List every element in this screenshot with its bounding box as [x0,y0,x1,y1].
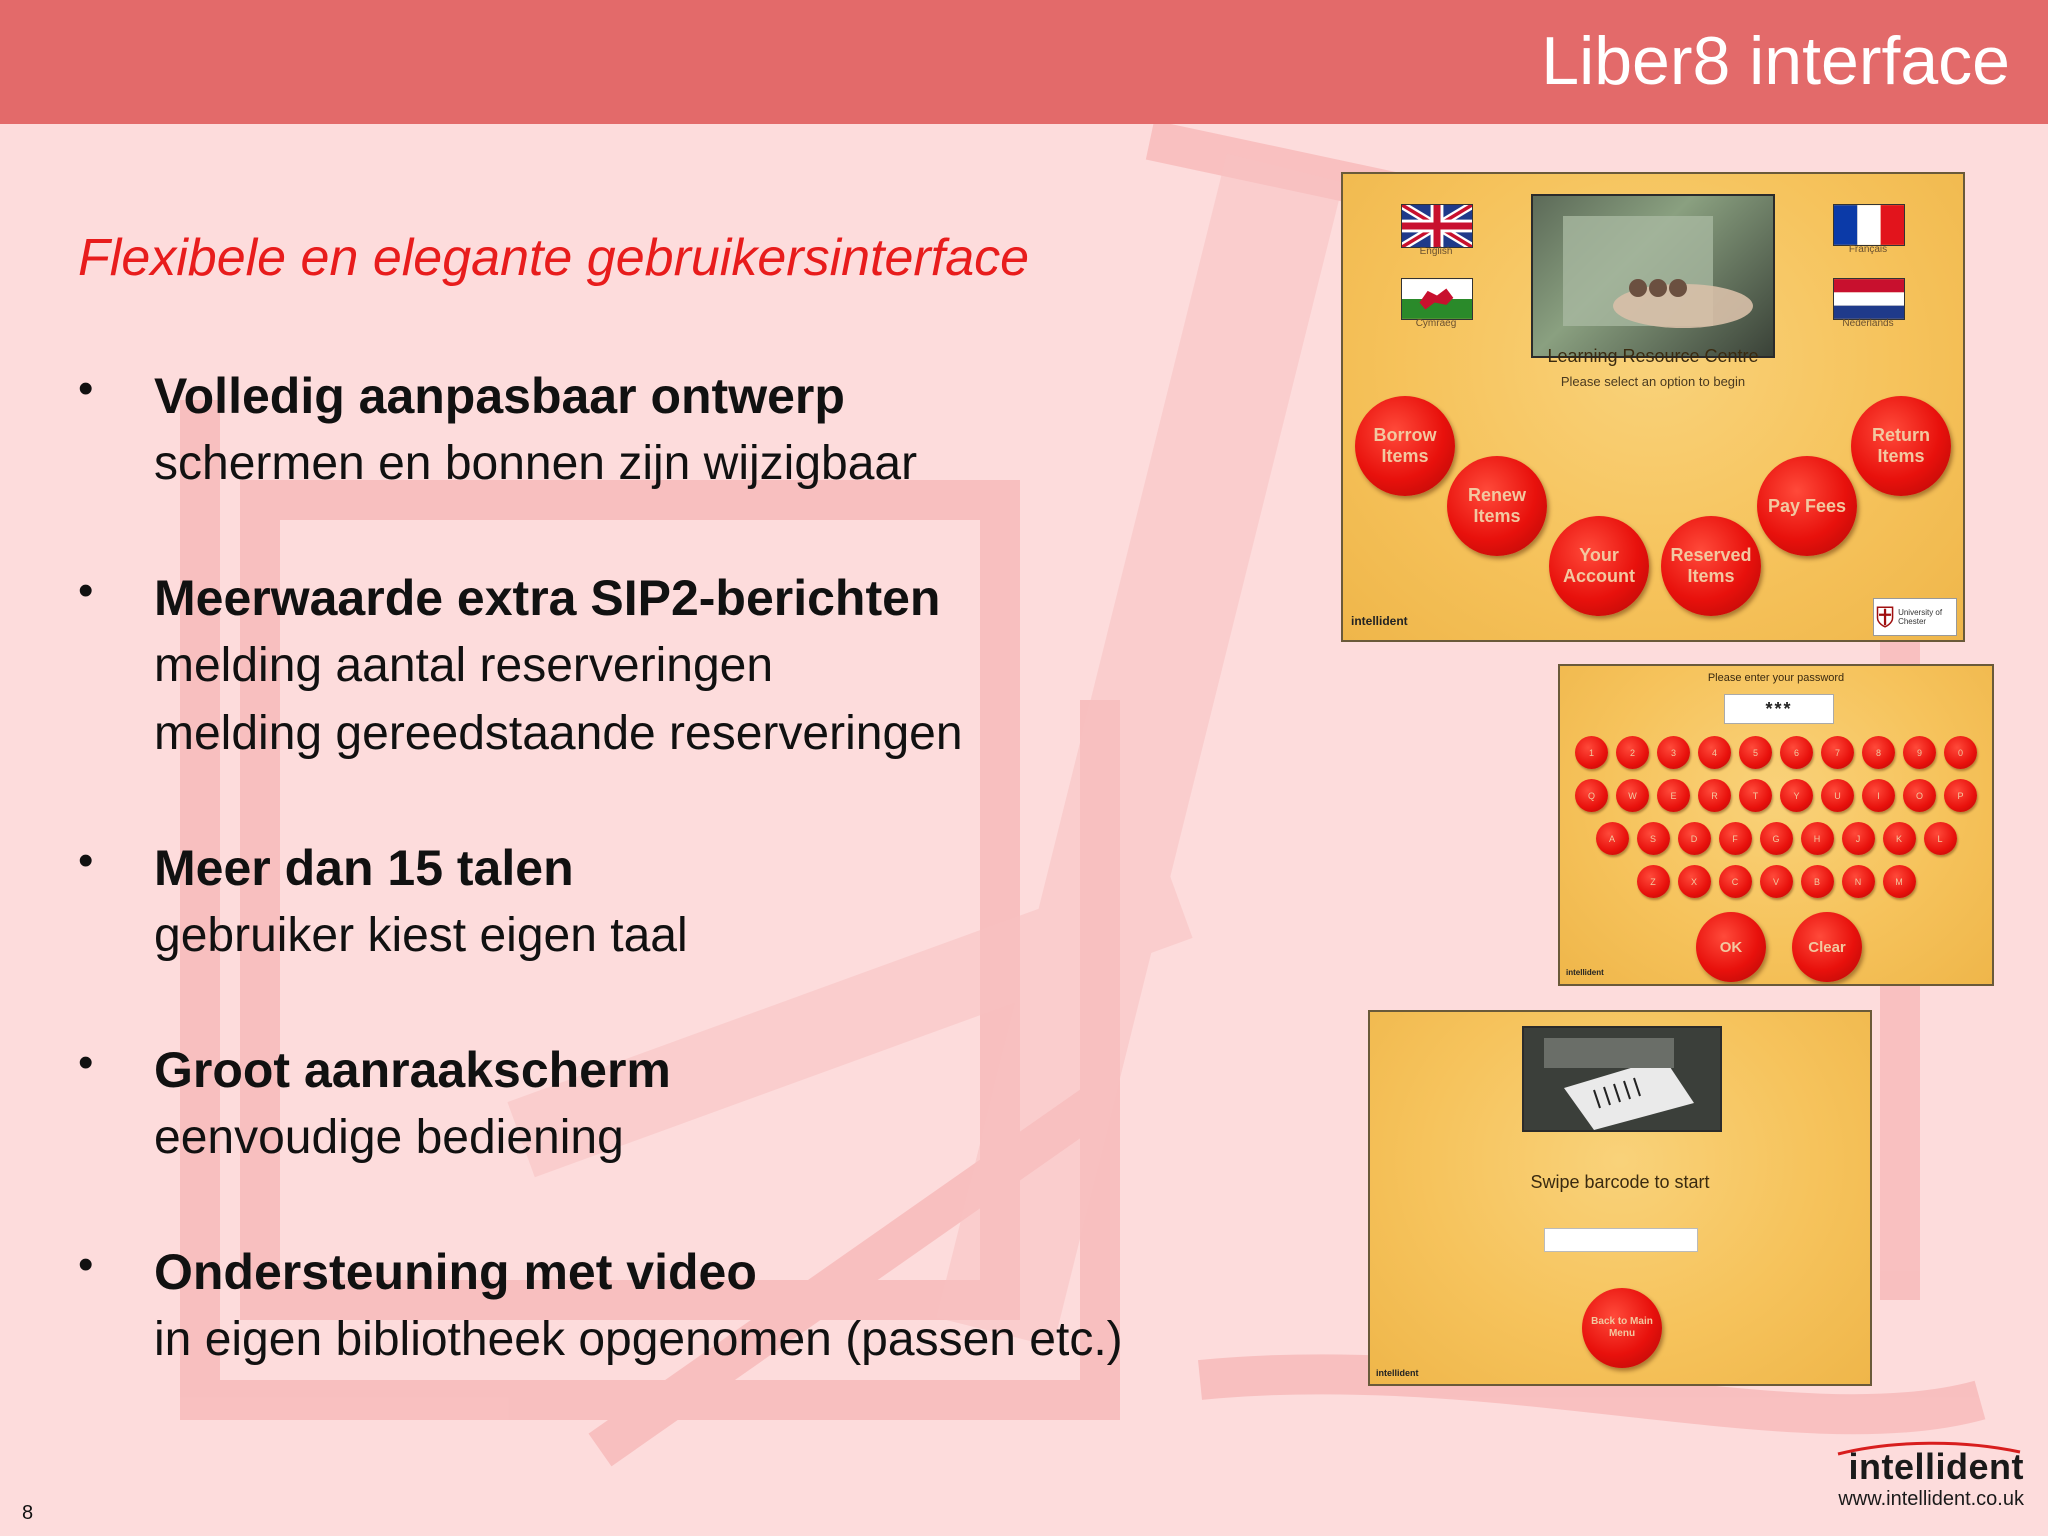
keypad-key[interactable]: R [1698,779,1731,812]
bullet-dot-icon: • [78,566,94,615]
language-label-dutch: Nederlands [1842,318,1894,329]
university-name: University of Chester [1898,608,1943,626]
keypad-key[interactable]: Z [1637,865,1670,898]
keypad-row-3 [1560,822,1992,855]
header-bar [0,0,2048,124]
keypad-key[interactable]: Y [1780,779,1813,812]
menu-instruction: Please select an option to begin [1560,374,1746,389]
bullet-heading: Volledig aanpasbaar ontwerp [154,368,845,424]
wales-flag-icon [1401,278,1473,320]
language-label-english: English [1419,246,1453,257]
keypad-key[interactable]: 8 [1862,736,1895,769]
borrow-items-button[interactable]: Borrow Items [1355,396,1455,496]
university-logo [1873,598,1957,636]
keypad-key[interactable]: I [1862,779,1895,812]
keypad-key[interactable]: V [1760,865,1793,898]
language-label-welsh: Cymraeg [1415,318,1457,329]
return-items-button[interactable]: Return Items [1851,396,1951,496]
bullet-detail: in eigen bibliotheek opgenomen (passen etc.) [154,1313,1123,1366]
keypad-key[interactable]: G [1760,822,1793,855]
instruction-video [1531,194,1775,358]
back-to-main-menu-button[interactable]: Back to Main Menu [1582,1288,1662,1368]
keypad-key[interactable]: 6 [1780,736,1813,769]
clear-button[interactable]: Clear [1792,912,1862,982]
menu-screenshot [1341,172,1965,642]
bullet-heading: Groot aanraakscherm [154,1042,671,1098]
reserved-items-button[interactable]: Reserved Items [1661,516,1761,616]
bullet-dot-icon: • [78,836,94,885]
password-prompt: Please enter your password [1707,672,1845,684]
bullet-heading: Ondersteuning met video [154,1244,757,1300]
bullet-item [78,834,1318,970]
keypad-key[interactable]: P [1944,779,1977,812]
keypad-key[interactable]: K [1883,822,1916,855]
crest-icon [1876,602,1894,632]
intellident-mini-logo: intellident [1566,968,1604,977]
menu-title: Learning Resource Centre [1547,346,1759,366]
keypad-row-1 [1560,736,1992,769]
bullet-detail: melding aantal reserveringen [154,639,774,692]
bullet-list [78,362,1318,1440]
bullet-dot-icon: • [78,1038,94,1087]
bullet-detail: gebruiker kiest eigen taal [154,909,688,962]
video-still-icon [1533,196,1773,356]
keypad-key[interactable]: 5 [1739,736,1772,769]
bullet-dot-icon: • [78,364,94,413]
logo-name: intellident [1848,1446,2024,1487]
bullet-detail: eenvoudige bediening [154,1111,624,1164]
keypad-key[interactable]: 0 [1944,736,1977,769]
keypad-key[interactable]: F [1719,822,1752,855]
swipe-screenshot [1368,1010,1872,1386]
bullet-item [78,564,1318,768]
uk-flag-icon [1401,204,1473,248]
barcode-video [1522,1026,1722,1132]
keypad-key[interactable]: N [1842,865,1875,898]
keypad-row-2 [1560,779,1992,812]
keypad-key[interactable]: E [1657,779,1690,812]
keypad-key[interactable]: 7 [1821,736,1854,769]
bullet-heading: Meer dan 15 talen [154,840,574,896]
keypad-key[interactable]: B [1801,865,1834,898]
keypad-key[interactable]: D [1678,822,1711,855]
renew-items-button[interactable]: Renew Items [1447,456,1547,556]
ok-button[interactable]: OK [1696,912,1766,982]
bullet-detail: melding gereedstaande reserveringen [154,707,963,760]
bullet-detail: schermen en bonnen zijn wijzigbaar [154,437,918,490]
keypad-key[interactable]: 1 [1575,736,1608,769]
keypad-key[interactable]: 4 [1698,736,1731,769]
keypad-key[interactable]: H [1801,822,1834,855]
keypad-row-4 [1560,865,1992,898]
france-flag-icon [1833,204,1905,246]
intellident-mini-logo: intellident [1351,614,1408,628]
keypad-key[interactable]: 2 [1616,736,1649,769]
keypad-key[interactable]: 9 [1903,736,1936,769]
keypad-key[interactable]: L [1924,822,1957,855]
logo-url: www.intellident.co.uk [1838,1488,2024,1510]
your-account-button[interactable]: Your Account [1549,516,1649,616]
logo-swoosh-icon [1834,1440,2024,1456]
keypad-key[interactable]: X [1678,865,1711,898]
bullet-item [78,1238,1318,1374]
language-label-french: Français [1848,244,1888,255]
bullet-item [78,1036,1318,1172]
pay-fees-button[interactable]: Pay Fees [1757,456,1857,556]
keypad-key[interactable]: A [1596,822,1629,855]
barcode-card-icon [1524,1028,1720,1130]
keypad-key[interactable]: U [1821,779,1854,812]
keypad-key[interactable]: 3 [1657,736,1690,769]
keypad-key[interactable]: J [1842,822,1875,855]
password-field[interactable]: *** [1724,694,1834,724]
keypad-key[interactable]: Q [1575,779,1608,812]
slide-subtitle: Flexibele en elegante gebruikersinterface [78,229,1030,287]
keypad-key[interactable]: M [1883,865,1916,898]
intellident-mini-logo: intellident [1376,1368,1419,1378]
password-screenshot [1558,664,1994,986]
page-number: 8 [22,1502,34,1524]
bullet-dot-icon: • [78,1240,94,1289]
barcode-input[interactable] [1544,1228,1698,1252]
slide-title: Liber8 interface [1541,23,2010,99]
bullet-item [78,362,1318,498]
netherlands-flag-icon [1833,278,1905,320]
keypad-key[interactable]: T [1739,779,1772,812]
swipe-instruction: Swipe barcode to start [1530,1172,1710,1192]
bullet-heading: Meerwaarde extra SIP2-berichten [154,570,941,626]
keypad-key[interactable]: C [1719,865,1752,898]
keypad-key[interactable]: O [1903,779,1936,812]
keypad-key[interactable]: W [1616,779,1649,812]
intellident-logo [1838,1446,2024,1511]
keypad-key[interactable]: S [1637,822,1670,855]
